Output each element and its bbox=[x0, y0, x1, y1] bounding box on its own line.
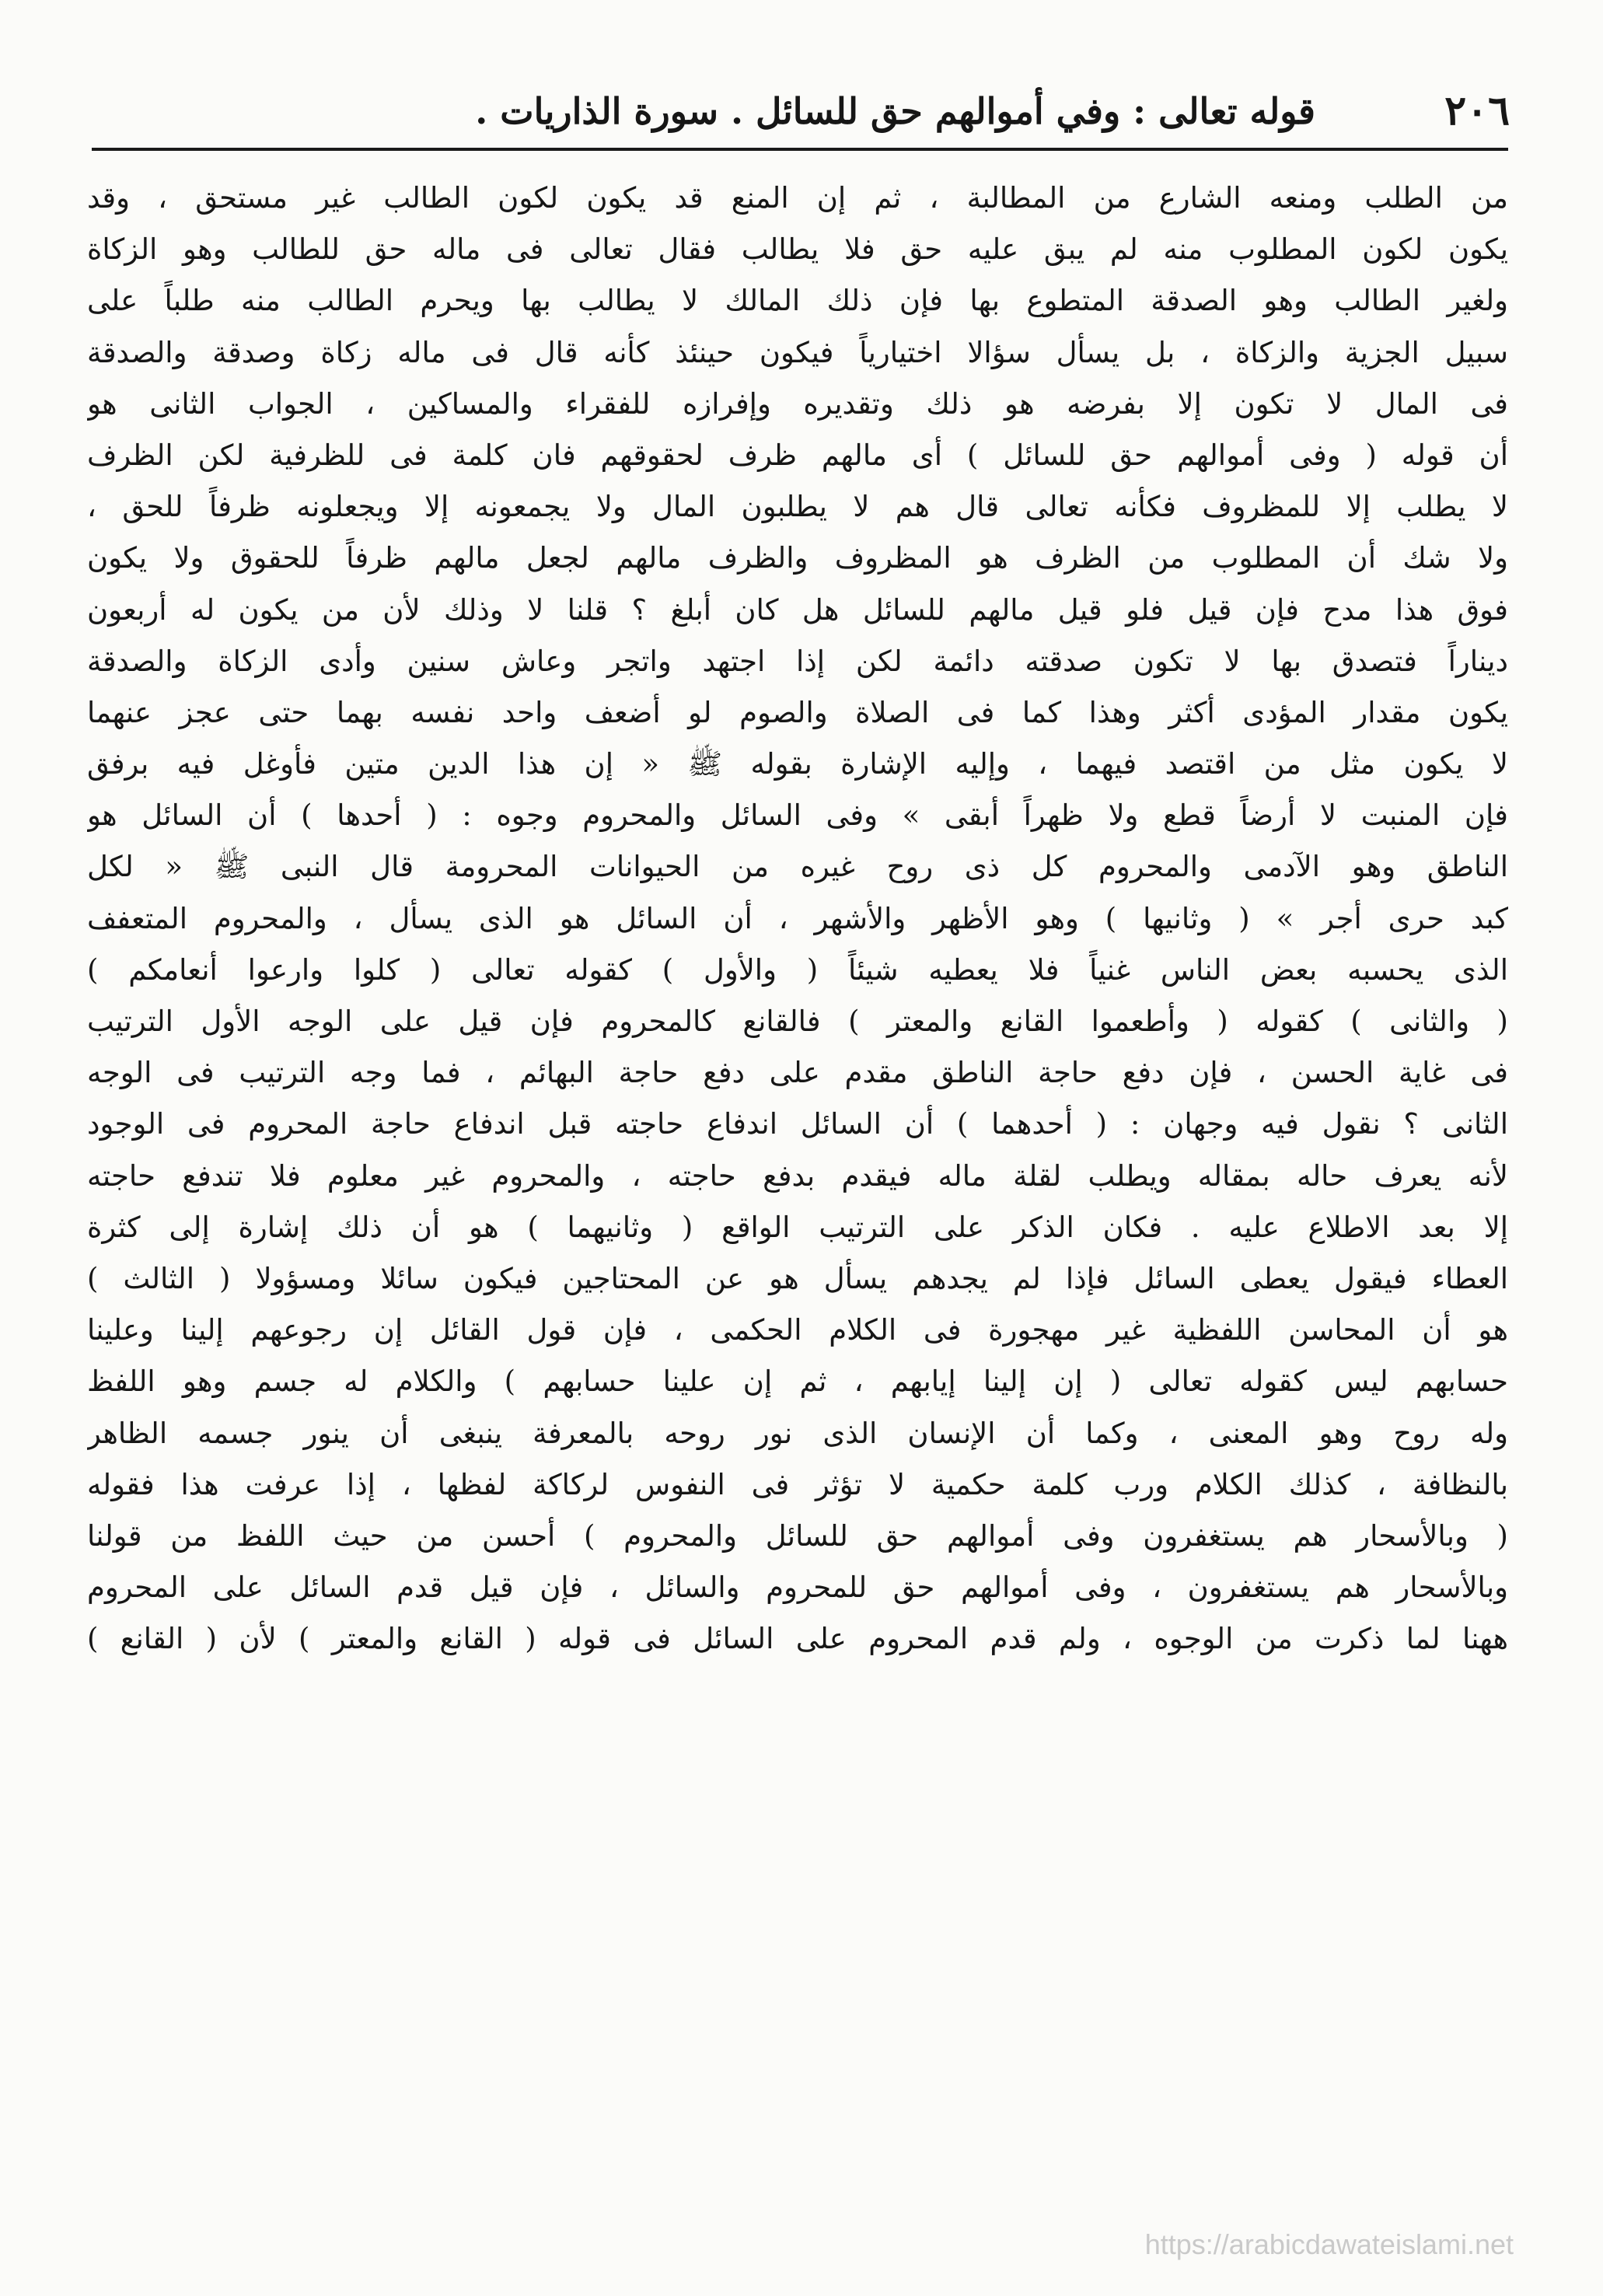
header-rule bbox=[92, 148, 1508, 151]
text-line: من الطلب ومنعه الشارع من المطالبة ، ثم إن المنع قد يكون لكون الطالب غير مستحق ، وقد bbox=[87, 181, 1508, 215]
text-line: وبالأسحار هم يستغفرون ، وفى أموالهم حق للمحروم والسائل ، فإن قيل قدم السائل على المحروم bbox=[87, 1571, 1508, 1605]
text-line: العطاء فيقول يعطى السائل فإذا لم يجدهم يسأل هو عن المحتاجين فيكون سائلا ومسؤولا ( الثالث ) bbox=[87, 1261, 1508, 1295]
text-line: بالنظافة ، كذلك الكلام ورب كلمة حكمية لا تؤثر فى النفوس لركاكة لفظها ، إذا عرفت هذا فقوله bbox=[87, 1467, 1508, 1501]
text-line: أن قوله ( وفى أموالهم حق للسائل ) أى مالهم ظرف لحقوقهم فان كلمة فى للظرفية لكن الظرف bbox=[87, 438, 1508, 472]
text-line: لا يطلب إلا للمظروف فكأنه تعالى قال هم لا يطلبون المال ولا يجمعونه إلا ويجعلونه ظرفاً للحق ، bbox=[87, 490, 1508, 524]
text-line: ههنا لما ذكرت من الوجوه ، ولم قدم المحروم على السائل فى قوله ( القانع والمعتر ) لأن ( القانع ) bbox=[87, 1622, 1508, 1656]
body-text bbox=[87, 173, 1508, 2179]
text-line: ( وبالأسحار هم يستغفرون وفى أموالهم حق للسائل والمحروم ) أحسن من حيث اللفظ من قولنا bbox=[87, 1518, 1508, 1553]
text-line: ولا شك أن المطلوب من الظرف هو المظروف والظرف مالهم لجعل مالهم ظرفاً للحقوق ولا يكون bbox=[87, 541, 1508, 575]
page-header bbox=[86, 84, 1510, 148]
text-line bbox=[87, 2128, 1508, 2179]
text-line: كبد حرى أجر » ( وثانيها ) وهو الأظهر والأشهر ، أن السائل هو الذى يسأل ، والمحروم المتعفف bbox=[87, 901, 1508, 935]
text-line bbox=[87, 1974, 1508, 2025]
text-line: وله روح وهو المعنى ، وكما أن الإنسان الذى نور روحه بالمعرفة ينبغى أن ينور جسمه الظاهر bbox=[87, 1416, 1508, 1450]
text-line: فى المال لا تكون إلا بفرضه هو ذلك وتقديره وإفرازه للفقراء والمساكين ، الجواب الثانى هو bbox=[87, 386, 1508, 421]
text-line: لا يكون مثل من اقتصد فيهما ، وإليه الإشارة بقوله ﷺ « إن هذا الدين متين فأوغل فيه برفق bbox=[87, 747, 1508, 781]
running-head: قوله تعالى : وفي أموالهم حق للسائل . سورة الذاريات . bbox=[475, 90, 1315, 132]
text-line: فإن المنبت لا أرضاً قطع ولا ظهراً أبقى » وفى السائل والمحروم وجوه : ( أحدها ) أن السائل هو bbox=[87, 799, 1508, 833]
text-line bbox=[87, 1922, 1508, 1973]
text-line bbox=[87, 1717, 1508, 1768]
text-line: ديناراً فتصدق بها لا تكون صدقته دائمة لكن إذا اجتهد واتجر وعاش سنين وأدى الزكاة والصدقة bbox=[87, 644, 1508, 678]
text-line bbox=[87, 1871, 1508, 1922]
text-line bbox=[87, 1819, 1508, 1871]
text-line bbox=[87, 2077, 1508, 2128]
text-line: ولغير الطالب وهو الصدقة المتطوع بها فإن ذلك المالك لا يطالب بها ويحرم الطالب منه طلباً على bbox=[87, 284, 1508, 318]
text-line: الثانى ؟ نقول فيه وجهان : ( أحدهما ) أن السائل اندفاع حاجته قبل اندفاع حاجة المحروم فى الوجود bbox=[87, 1107, 1508, 1141]
text-line: لأنه يعرف حاله بمقاله ويطلب لقلة ماله فيقدم بدفع حاجته ، والمحروم غير معلوم فلا تندفع حاجته bbox=[87, 1158, 1508, 1193]
text-line bbox=[87, 1665, 1508, 1716]
text-line: الناطق وهو الآدمى والمحروم كل ذى روح غيره من الحيوانات المحرومة قال النبى ﷺ « لكل bbox=[87, 850, 1508, 884]
page-number: ٢٠٦ bbox=[1444, 87, 1510, 135]
watermark-url: https://arabicdawateislami.net bbox=[1144, 2228, 1514, 2260]
text-line: يكون مقدار المؤدى أكثر وهذا كما فى الصلاة والصوم لو أضعف واحد نفسه بهما حتى عجز عنهما bbox=[87, 695, 1508, 729]
text-line: يكون لكون المطلوب منه لم يبق عليه حق فلا يطالب فقال تعالى فى ماله حق للطالب وهو الزكاة bbox=[87, 232, 1508, 267]
text-line: سبيل الجزية والزكاة ، بل يسأل سؤالا اختيارياً فيكون حينئذ كأنه قال فى ماله زكاة وصدقة والصدقة bbox=[87, 335, 1508, 369]
text-line: الذى يحسبه بعض الناس غنياً فلا يعطيه شيئاً ( والأول ) كقوله تعالى ( كلوا وارعوا أنعامكم ) bbox=[87, 952, 1508, 987]
text-line: حسابهم ليس كقوله تعالى ( إن إلينا إيابهم ، ثم إن علينا حسابهم ) والكلام له جسم وهو اللفظ bbox=[87, 1365, 1508, 1399]
text-line: فى غاية الحسن ، فإن دفع حاجة الناطق مقدم على دفع حاجة البهائم ، فما وجه الترتيب فى الوجه bbox=[87, 1056, 1508, 1090]
text-line: هو أن المحاسن اللفظية غير مهجورة فى الكلام الحكمى ، فإن قول القائل إن رجوعهم إلينا وعلينا bbox=[87, 1313, 1508, 1347]
text-line bbox=[87, 1768, 1508, 1819]
text-line bbox=[87, 2025, 1508, 2077]
text-line: إلا بعد الاطلاع عليه . فكان الذكر على الترتيب الواقع ( وثانيهما ) هو أن ذلك إشارة إلى كثرة bbox=[87, 1210, 1508, 1244]
text-line: فوق هذا مدح فإن قيل فلو قيل مالهم للسائل هل كان أبلغ ؟ قلنا لا وذلك لأن من يكون له أربعون bbox=[87, 592, 1508, 627]
text-line: ( والثانى ) كقوله ( وأطعموا القانع والمعتر ) فالقانع كالمحروم فإن قيل على الوجه الأول الترتيب bbox=[87, 1005, 1508, 1038]
